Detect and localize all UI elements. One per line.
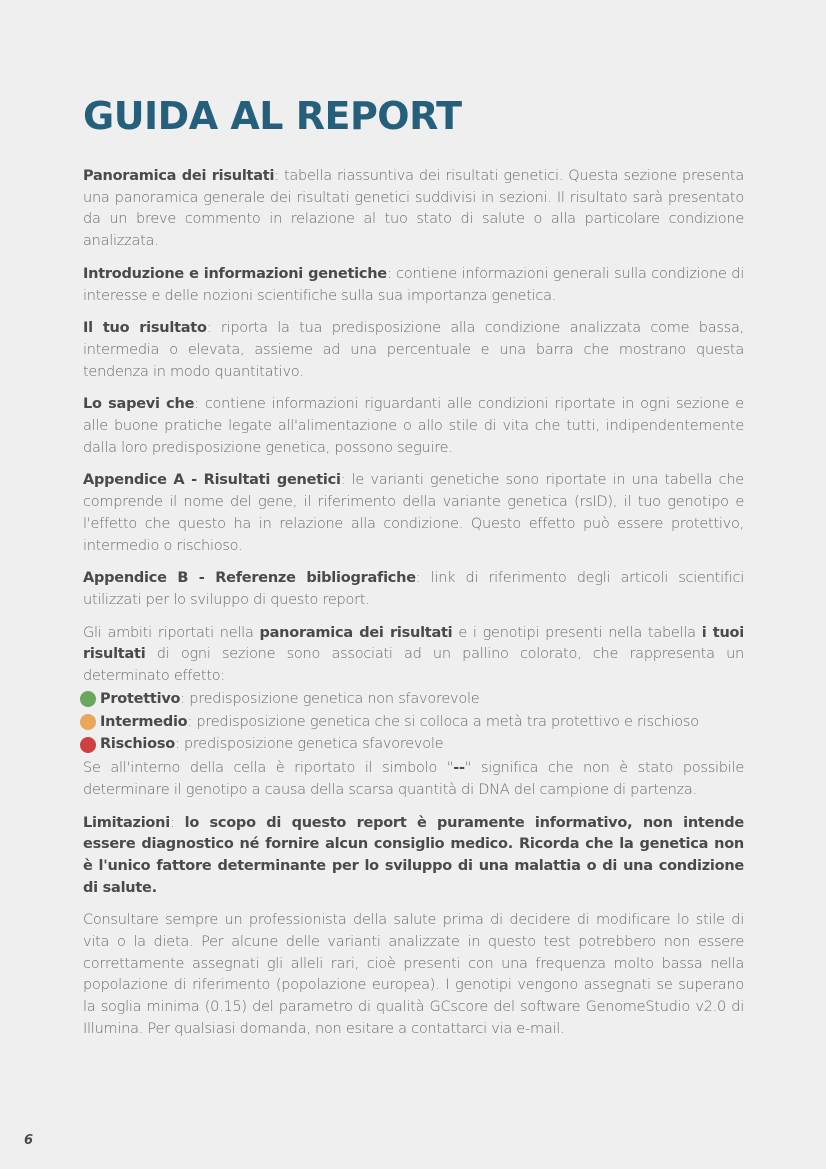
section-risultato <box>83 318 744 383</box>
ambiti-text: di ogni sezione sono associati ad un pallino colorato, che rappresenta un determinato effetto: <box>83 646 744 685</box>
missing-symbol: -- <box>453 760 465 777</box>
symbol-note-text: Se all'interno della cella è riportato il simbolo " <box>83 760 454 777</box>
limitazioni-text: lo scopo di questo report è puramente informativo, non intende essere diagnostico né fornire alcun consiglio medico. Ricorda che la genetica non è l'unico fattore determinante per lo sviluppo di una malattia o di una condizione di salute. <box>83 814 744 896</box>
legend-label: Rischioso <box>100 736 175 753</box>
limitazioni-paragraph <box>83 813 744 900</box>
section-text: : contiene informazioni generali sulla condizione di interesse e delle nozioni scientifiche sulla sua importanza genetica. <box>83 265 744 304</box>
consultare-paragraph: Consultare sempre un professionista della salute prima di decidere di modificare lo stile di vita o la dieta. Per alcune delle varianti analizzate in questo test potrebbero non essere correttamente assegnati gli alleli rari, cioè presenti con una frequenza molto bassa nella popolazione di riferimento (popolazione europea). I genotipi vengono assegnati se superano la soglia minima (0.15) del parametro di qualità GCscore del software GenomeStudio v2.0 di Illumina. Per qualsiasi domanda, non esitare a contattarci via e-mail. <box>83 912 744 1037</box>
section-panoramica <box>83 166 744 253</box>
page-number: 6 <box>24 1133 34 1148</box>
legend-item-rischioso <box>80 733 744 756</box>
limitazioni-heading: Limitazioni <box>83 814 170 831</box>
section-heading: Lo sapevi che <box>83 396 195 413</box>
ambiti-bold-tuoi-risultati: i tuoi risultati <box>83 624 744 663</box>
legend-text: : predisposizione genetica non sfavorevole <box>180 690 480 707</box>
legend-label: Intermedio <box>100 713 188 730</box>
section-appendice-b <box>83 568 744 611</box>
orange-dot-icon <box>80 714 96 730</box>
legend-label: Protettivo <box>100 690 181 707</box>
section-text: : contiene informazioni riguardanti alle condizioni riportate in ogni sezione e alle buone pratiche legate all'alimentazione o allo stile di vita che tutti, indipendentemente dalla loro predisposizione genetica, possono seguire. <box>83 396 744 456</box>
symbol-note <box>83 758 744 801</box>
section-lo-sapevi <box>83 394 744 459</box>
legend-item-protettivo <box>80 688 744 711</box>
effect-legend <box>80 688 744 756</box>
section-heading: Panoramica dei risultati <box>83 168 275 184</box>
section-heading: Appendice A - Risultati genetici <box>83 472 341 489</box>
section-text: : link di riferimento degli articoli scientifici utilizzati per lo sviluppo di questo report. <box>83 570 744 608</box>
page-title: GUIDA AL REPORT <box>83 94 462 138</box>
section-heading: Appendice B - Referenze bibliografiche <box>83 570 416 587</box>
section-heading: Introduzione e informazioni genetiche <box>83 265 387 282</box>
legend-text: : predisposizione genetica sfavorevole <box>174 736 444 753</box>
ambiti-text: Gli ambiti riportati nella <box>83 624 260 641</box>
ambiti-text: e i genotipi presenti nella tabella <box>452 624 702 641</box>
section-text: : le varianti genetiche sono riportate in una tabella che comprende il nome del gene, il riferimento della variante genetica (rsID), il tuo genotipo e l'effetto che questo ha in relazione alla condizione. Questo effetto può essere protettivo, intermedio o rischioso. <box>83 472 744 554</box>
section-introduzione <box>83 264 744 307</box>
legend-item-intermedio <box>80 711 744 734</box>
ambiti-bold-panoramica: panoramica dei risultati <box>259 624 453 641</box>
section-text: : tabella riassuntiva dei risultati genetici. Questa sezione presenta una panoramica generale dei risultati genetici suddivisi in sezioni. Il risultato sarà presentato da un breve commento in relazione al tuo stato di salute o alla particolare condizione analizzata. <box>83 168 744 250</box>
green-dot-icon <box>80 691 96 707</box>
report-guide-page <box>83 92 744 1052</box>
symbol-note-text: " significa che non è stato possibile determinare il genotipo a causa della scarsa quantità di DNA del campione di partenza. <box>83 760 744 798</box>
section-text: : riporta la tua predisposizione alla condizione analizzata come bassa, intermedia o elevata, assieme ad una percentuale e una barra che mostrano questa tendenza in modo quantitativo. <box>83 320 744 380</box>
section-appendice-a <box>83 470 744 557</box>
section-heading: Il tuo risultato <box>83 320 207 337</box>
limitazioni-sep: : <box>169 814 185 831</box>
red-dot-icon <box>80 737 96 753</box>
ambiti-paragraph <box>83 623 744 688</box>
legend-text: : predisposizione genetica che si colloca a metà tra protettivo e rischioso <box>187 713 699 730</box>
